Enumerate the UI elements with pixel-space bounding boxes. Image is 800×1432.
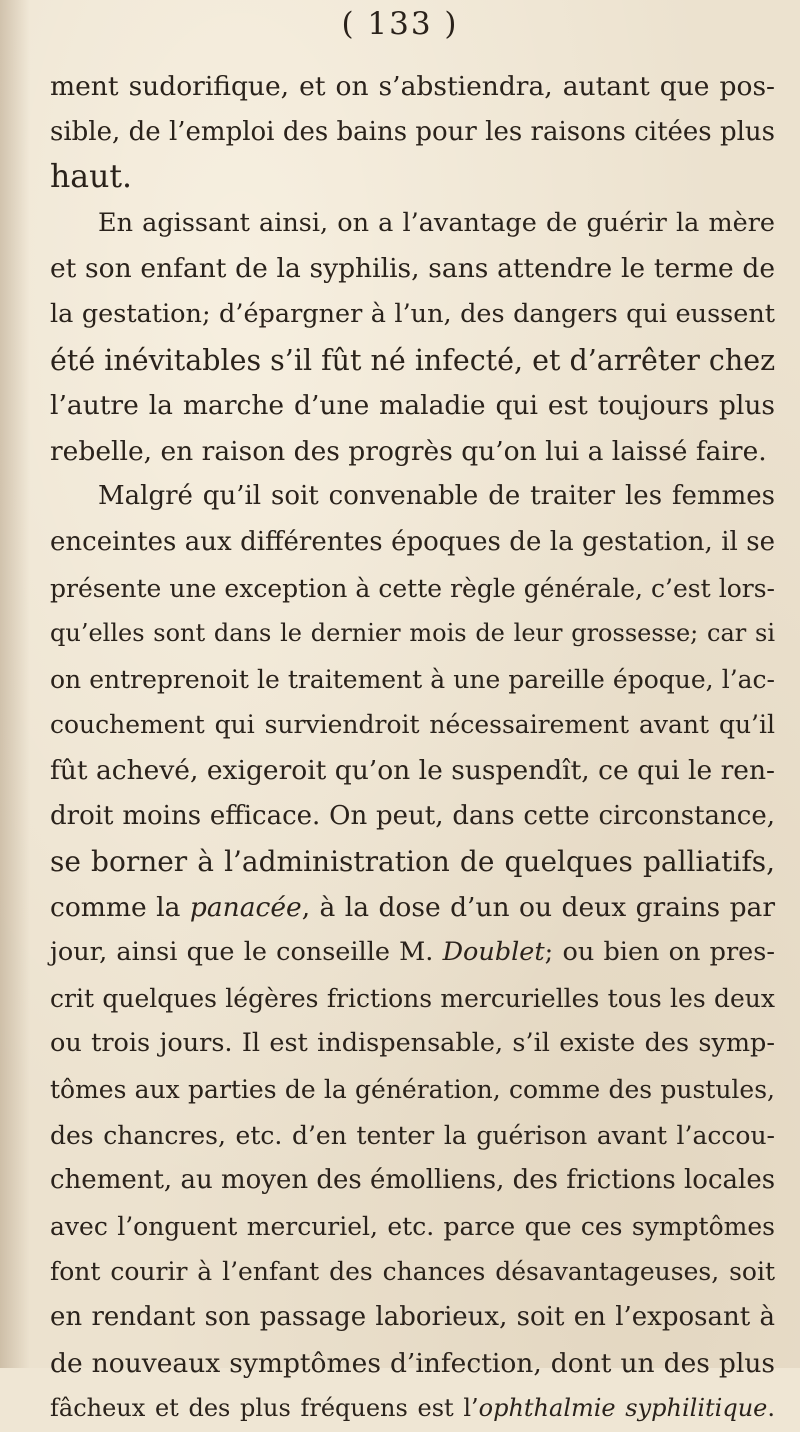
- text-line: jour, ainsi que le conseille M. Doublet; ou bien on pres-: [50, 937, 775, 968]
- text-line: couchement qui surviendroit nécessairement avant qu’il: [50, 710, 775, 740]
- text-line: comme la panacée, à la dose d’un ou deux grains par: [50, 891, 775, 923]
- text-line: En agissant ainsi, on a l’avantage de guérir la mère: [98, 207, 775, 238]
- text-line: la gestation; d’épargner à l’un, des dangers qui eussent: [50, 298, 775, 329]
- text-line: enceintes aux différentes époques de la gestation, il se: [50, 526, 775, 557]
- text-line: Malgré qu’il soit convenable de traiter les femmes: [98, 481, 775, 512]
- text-line: fût achevé, exigeroit qu’on le suspendît, ce qui le ren-: [50, 754, 775, 786]
- text-line: en rendant son passage laborieux, soit en l’exposant à: [50, 1302, 775, 1333]
- page-shadow: [0, 0, 30, 1368]
- text-line: rebelle, en raison des progrès qu’on lui a laissé faire.: [50, 435, 767, 467]
- text-line: et son enfant de la syphilis, sans attendre le terme de: [50, 253, 775, 285]
- text-line: on entreprenoit le traitement à une pareille époque, l’ac-: [50, 664, 775, 694]
- text-line: qu’elles sont dans le dernier mois de leur grossesse; car si: [50, 619, 775, 648]
- italic-term: Doublet: [442, 937, 545, 968]
- text-line: font courir à l’enfant des chances désavantageuses, soit: [50, 1257, 775, 1287]
- text-line: fâcheux et des plus fréquens est l’ophthalmie syphilitique.: [50, 1394, 776, 1423]
- text-line: haut.: [50, 159, 133, 196]
- text-line: été inévitables s’il fût né infecté, et d’arrêter chez: [50, 343, 776, 377]
- text-line: chement, au moyen des émolliens, des frictions locales: [50, 1165, 776, 1196]
- text-line: tômes aux parties de la génération, comme des pustules,: [50, 1075, 775, 1105]
- text-line: l’autre la marche d’une maladie qui est toujours plus: [50, 390, 775, 422]
- text-line: crit quelques légères frictions mercurielles tous les deux: [50, 983, 775, 1013]
- italic-term: panacée: [189, 891, 302, 923]
- italic-term: ophthalmie syphilitique: [478, 1394, 768, 1423]
- text-line: présente une exception à cette règle générale, c’est lors-: [50, 573, 775, 603]
- text-line: des chancres, etc. d’en tenter la guérison avant l’accou-: [50, 1120, 775, 1150]
- body-text: [50, 64, 775, 1432]
- page-number: ( 133 ): [341, 6, 459, 42]
- text-line: se borner à l’administration de quelques palliatifs,: [50, 845, 775, 879]
- text-line: ou trois jours. Il est indispensable, s’il existe des symp-: [50, 1028, 775, 1059]
- text-line: droit moins efficace. On peut, dans cette circonstance,: [50, 800, 775, 831]
- text-line: avec l’onguent mercuriel, etc. parce que ces symptômes: [50, 1211, 775, 1241]
- text-line: ment sudorifique, et on s’abstiendra, autant que pos-: [50, 71, 775, 102]
- text-line: sible, de l’emploi des bains pour les raisons citées plus: [50, 116, 775, 147]
- text-line: de nouveaux symptômes d’infection, dont un des plus: [50, 1347, 775, 1379]
